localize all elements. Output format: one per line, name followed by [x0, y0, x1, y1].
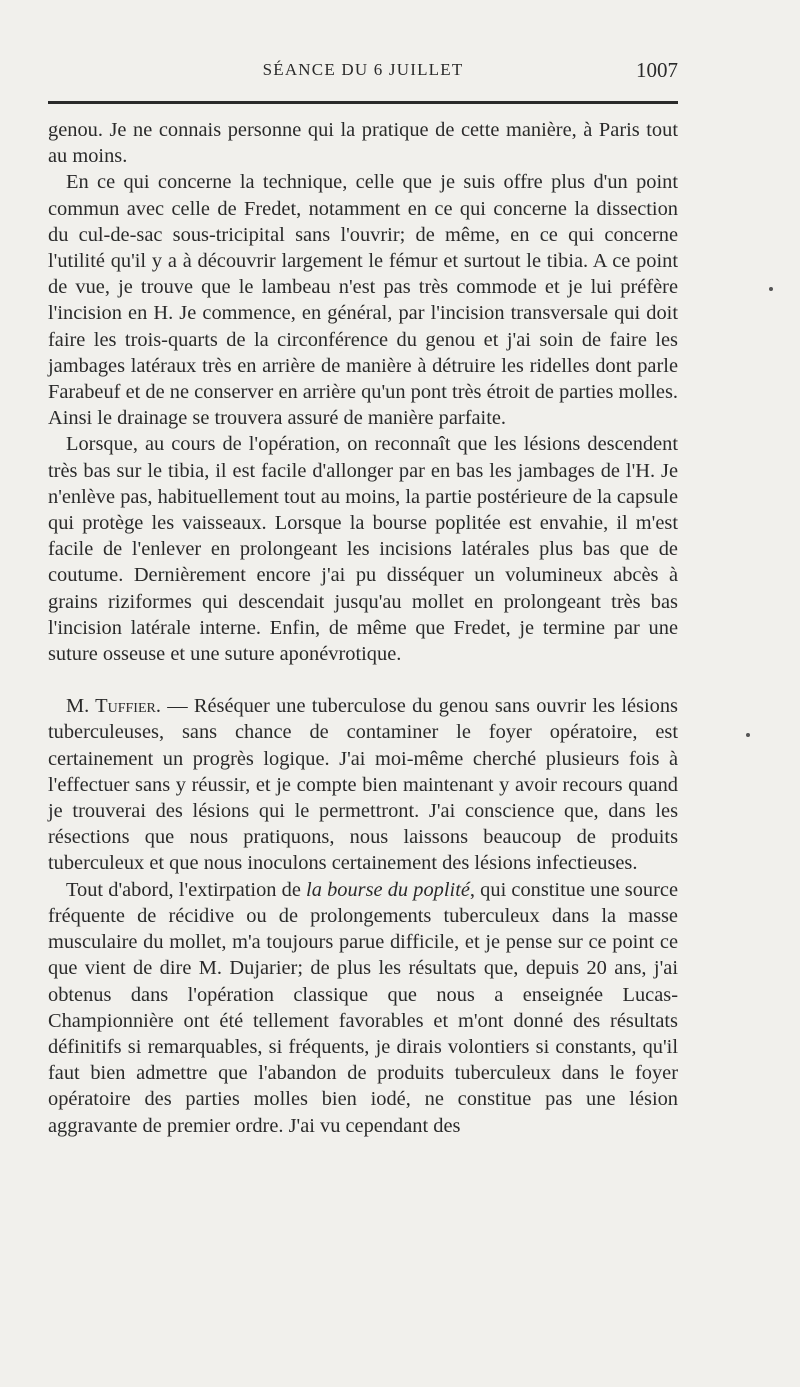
paragraph-4-text: — Réséquer une tuberculose du genou sans ouvrir les lésions tuberculeuses, sans chance de contaminer le foyer opératoire, est certainement un progrès logique. J'ai moi-même cherché plusieurs fois à l'effectuer sans y réussir, et je compte bien maintenant y avoir recours quand je trouverai des lésions qui le permettront. J'ai conscience que, dans les résections que nous pratiquons, nous laissons beaucoup de produits tuberculeux et que nous inoculons certainement des lésions infectieuses. [48, 695, 678, 875]
paragraph-5 [48, 877, 678, 1139]
paragraph-3: Lorsque, au cours de l'opération, on reconnaît que les lésions descendent très bas sur le tibia, il est facile d'allonger par en bas les jambages de l'H. Je n'enlève pas, habituellement tout au moins, la partie postérieure de la capsule qui protège les vaisseaux. Lorsque la bourse poplitée est envahie, il m'est facile de l'enlever en prolongeant les incisions latérales plus bas que de coutume. Dernièrement encore j'ai pu disséquer un volumineux abcès à grains riziformes qui descendait jusqu'au mollet en prolongeant très bas l'incision latérale interne. Enfin, de même que Fredet, je termine par une suture osseuse et une suture aponévrotique. [48, 433, 678, 666]
paragraph-5-end: , qui constitue une source fréquente de récidive ou de prolongements tuberculeux dans la masse musculaire du mollet, m'a toujours parue difficile, et je pense sur ce point ce que vient de dire M. Dujarier; de plus les résultats que, depuis 20 ans, j'ai obtenus dans l'opération classique que nous a enseignée Lucas-Championnière ont été tellement favorables et m'ont donné des résultats définitifs si remarquables, si fréquents, je dirais volontiers si constants, qu'il faut bien admettre que l'abandon de produits tuberculeux dans le foyer opératoire des parties molles bien iodé, ne constitue pas une lésion aggravante de premier ordre. J'ai vu cependant des [48, 878, 678, 1137]
page-number: 1007 [636, 58, 678, 82]
paragraph-5-start: Tout d'abord, l'extirpation de [66, 878, 307, 901]
body-text [48, 117, 678, 1139]
running-head: SÉANCE DU 6 JUILLET [262, 60, 464, 79]
speaker-name: M. Tuffier. [66, 695, 161, 718]
paragraph-4 [48, 693, 678, 876]
paragraph-5-italic: la bourse du poplité [306, 878, 470, 901]
paragraph-1: genou. Je ne connais personne qui la pratique de cette manière, à Paris tout au moins. [48, 119, 678, 168]
paragraph-2: En ce qui concerne la technique, celle que je suis offre plus d'un point commun avec celle de Fredet, notamment en ce qui concerne la dissection du cul-de-sac sous-tricipital sans l'ouvrir; de même, en ce qui concerne l'utilité qu'il y a à découvrir largement le fémur et surtout le tibia. A ce point de vue, je trouve que le lambeau n'est pas très commode et je lui préfère l'incision en H. Je commence, en général, par l'incision transversale qui doit faire les trois-quarts de la circonférence du genou et j'ai soin de faire les jambages latéraux très en arrière de manière à détruire les ridelles dont parle Farabeuf et de ne conserver en arrière qu'un pont très étroit de parties molles. Ainsi le drainage se trouvera assuré de manière parfaite. [48, 171, 678, 430]
page-header [48, 58, 678, 86]
header-rule [48, 101, 678, 104]
ink-speck [769, 287, 773, 291]
ink-speck [746, 733, 750, 737]
